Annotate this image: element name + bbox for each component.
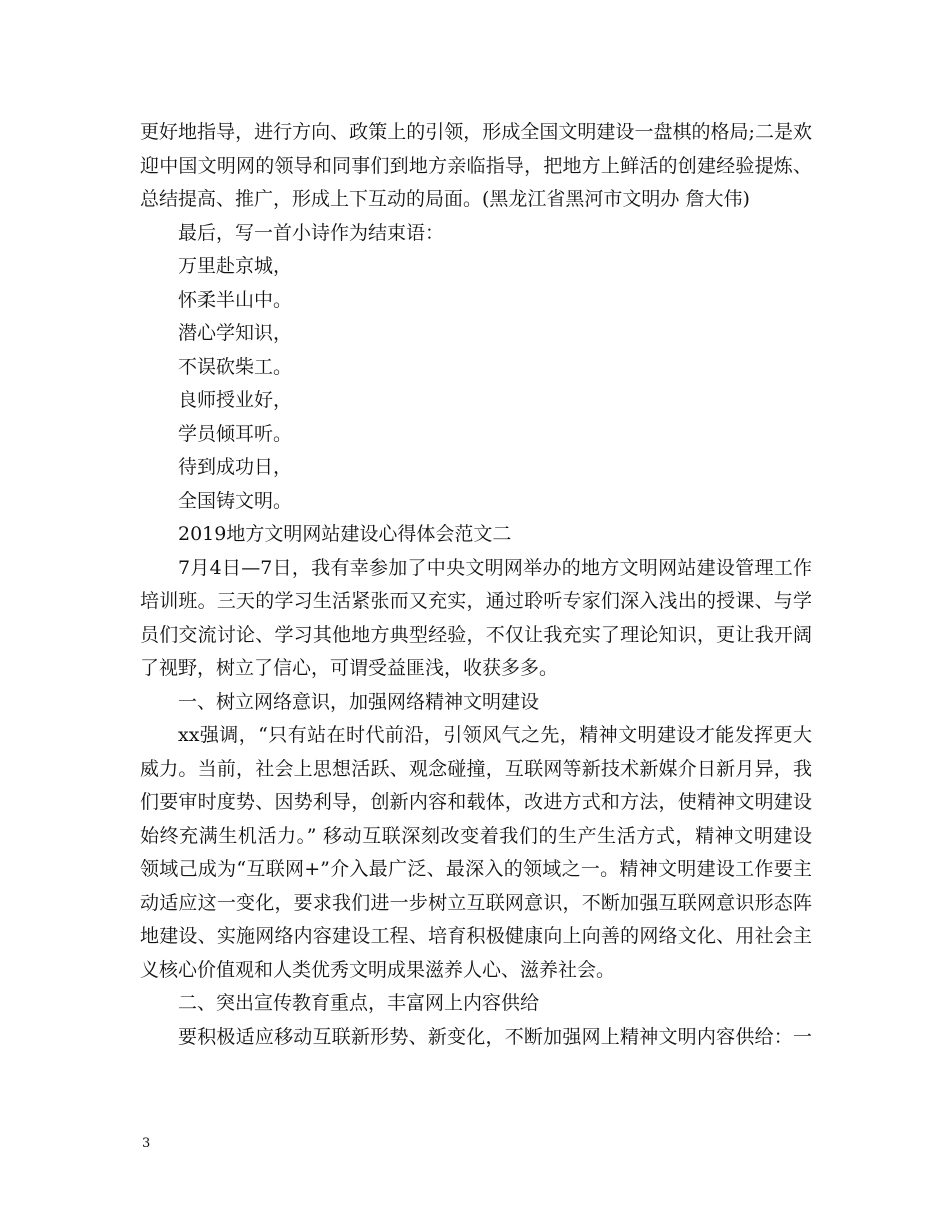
text-line: 义核心价值观和人类优秀文明成果滋养人心、滋养社会。: [140, 958, 616, 981]
text-line: 员们交流讨论、学习其他地方典型经验，不仅让我充实了理论知识，更让我开阔: [140, 623, 812, 646]
text-line: 了视野，树立了信心，可谓受益匪浅，收获多多。: [140, 657, 559, 679]
text-line: 始终充满生机活力。” 移动互联深刻改变着我们的生产生活方式，精神文明建设: [140, 824, 812, 847]
text-line: 总结提高、推广，形成上下互动的局面。(黑龙江省黑河市文明办 詹大伟): [140, 188, 750, 210]
text-line: 动适应这一变化，要求我们进一步树立互联网意识，不断加强互联网意识形态阵: [140, 891, 812, 914]
text-line: 学员倾耳听。: [178, 422, 293, 445]
text-line: 潜心学知识，: [178, 322, 293, 344]
text-line: 领域己成为“互联网+”介入最广泛、最深入的领域之一。精神文明建设工作要主: [140, 858, 812, 880]
text-line: 要积极适应移动互联新形势、新变化，不断加强网上精神文明内容供给：一: [178, 1025, 812, 1048]
text-line: 万里赴京城，: [178, 255, 293, 277]
page-number: 3: [142, 1136, 151, 1151]
text-line: 良师授业好，: [178, 389, 293, 411]
text-line: 最后，写一首小诗作为结束语：: [178, 221, 445, 244]
text-line: 威力。当前，社会上思想活跃、观念碰撞，互联网等新技术新媒介日新月异，我: [140, 757, 812, 780]
text-line: 一、树立网络意识，加强网络精神文明建设: [178, 690, 540, 713]
text-line: 地建设、实施网络内容建设工程、培育积极健康向上向善的网络文化、用社会主: [140, 925, 812, 947]
text-line: 2019地方文明网站建设心得体会范文二: [178, 523, 512, 545]
text-line: 待到成功日，: [178, 456, 293, 478]
text-line: 全国铸文明。: [178, 489, 293, 512]
text-line: 怀柔半山中。: [178, 288, 293, 311]
text-line: xx强调，“只有站在时代前沿，引领风气之先，精神文明建设才能发挥更大: [178, 724, 812, 746]
text-line: 7月4日—7日，我有幸参加了中央文明网举办的地方文明网站建设管理工作: [178, 556, 812, 579]
text-line: 培训班。三天的学习生活紧张而又充实，通过聆听专家们深入浅出的授课、与学: [140, 590, 812, 612]
text-line: 们要审时度势、因势利导，创新内容和载体，改进方式和方法，使精神文明建设: [140, 791, 812, 813]
text-line: 二、突出宣传教育重点，丰富网上内容供给: [178, 992, 540, 1014]
document-body: [140, 116, 812, 1054]
text-line: 更好地指导，进行方向、政策上的引领，形成全国文明建设一盘棋的格局;二是欢: [140, 121, 812, 143]
text-line: 不误砍柴工。: [178, 355, 293, 378]
text-line: 迎中国文明网的领导和同事们到地方亲临指导，把地方上鲜活的创建经验提炼、: [140, 154, 812, 177]
